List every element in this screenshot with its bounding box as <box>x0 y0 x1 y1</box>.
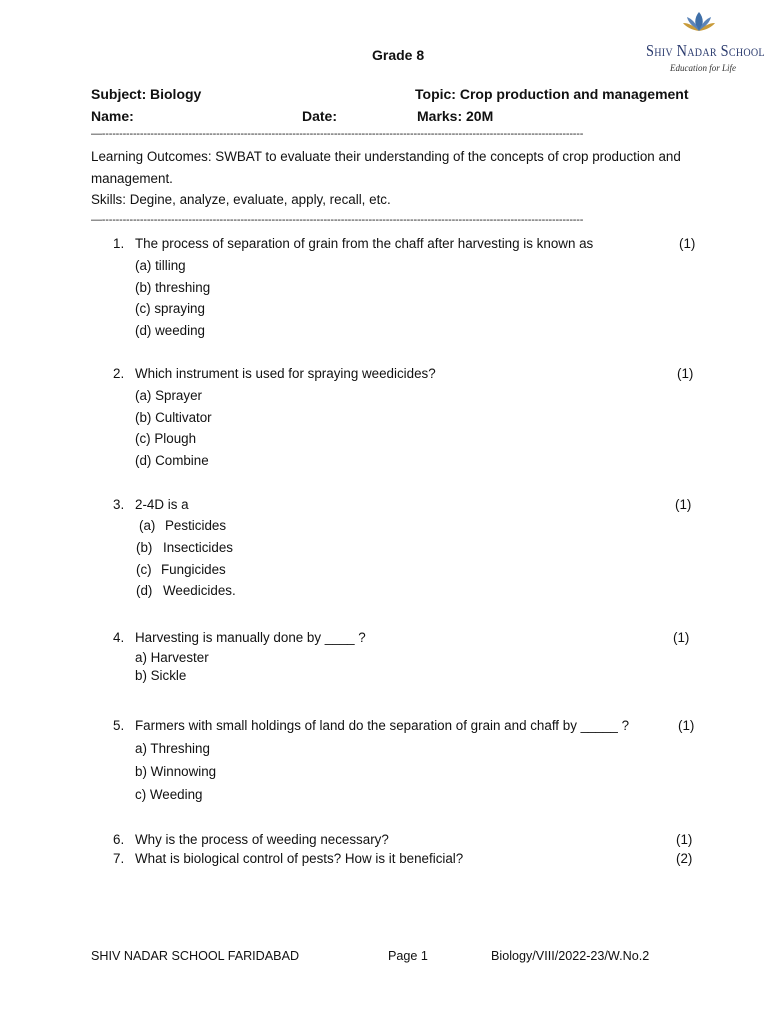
option: (a) Sprayer <box>135 388 202 403</box>
school-logo <box>646 10 765 76</box>
question-number: 4. <box>113 630 125 645</box>
option-text: Fungicides <box>161 562 226 577</box>
option-letter: (b) <box>136 540 153 555</box>
subject-label: Subject: <box>91 86 147 102</box>
footer-page-number: Page 1 <box>388 949 428 963</box>
subject-value: Biology <box>150 86 202 102</box>
grade-title: Grade 8 <box>372 47 425 63</box>
question-number: 1. <box>113 236 125 251</box>
logo-school-name: Shiv Nadar School <box>646 41 765 60</box>
question-marks: (1) <box>676 832 693 847</box>
option: a) Threshing <box>135 741 210 756</box>
question-marks: (1) <box>679 236 696 251</box>
question-text: Farmers with small holdings of land do the separation of grain and chaff by _____ ? <box>135 718 630 733</box>
option: b) Sickle <box>135 668 187 683</box>
question-marks: (1) <box>675 497 692 512</box>
option: (b) Cultivator <box>135 410 212 425</box>
option-text: Insecticides <box>163 540 233 555</box>
skills: Skills: Degine, analyze, evaluate, apply, recall, etc. <box>91 192 391 207</box>
marks: Marks: 20M <box>417 108 494 124</box>
learning-outcomes-line1: Learning Outcomes: SWBAT to evaluate their understanding of the concepts of crop production and <box>91 149 681 164</box>
question-marks: (1) <box>678 718 695 733</box>
topic: Topic: Crop production and management <box>415 86 689 102</box>
footer-school: SHIV NADAR SCHOOL FARIDABAD <box>91 949 300 963</box>
footer-document-code: Biology/VIII/2022-23/W.No.2 <box>491 949 650 963</box>
option: a) Harvester <box>135 650 209 665</box>
option-letter: (c) <box>136 562 152 577</box>
option: (b) threshing <box>135 280 211 295</box>
option: (d) Combine <box>135 453 209 468</box>
question-text: Why is the process of weeding necessary? <box>135 832 389 847</box>
question-marks: (1) <box>677 366 694 381</box>
name-label: Name: <box>91 108 134 124</box>
option: (d) weeding <box>135 323 205 338</box>
question-number: 6. <box>113 832 125 847</box>
question-number: 5. <box>113 718 125 733</box>
learning-outcomes-line2: management. <box>91 171 173 186</box>
question-number: 7. <box>113 851 125 866</box>
option-letter: (d) <box>136 583 153 598</box>
question-text: Which instrument is used for spraying weedicides? <box>135 366 436 381</box>
question-text: 2-4D is a <box>135 497 189 512</box>
question-text: Harvesting is manually done by ____ ? <box>135 630 366 645</box>
question-marks: (1) <box>673 630 690 645</box>
logo-tagline: Education for Life <box>670 63 736 73</box>
option: c) Weeding <box>135 787 203 802</box>
lotus-icon <box>682 10 716 34</box>
option: (a) tilling <box>135 258 186 273</box>
divider-top: —------------------------------------------------------------------------------------------------------------------------------------------- <box>91 128 584 140</box>
date-label: Date: <box>302 108 338 124</box>
option: b) Winnowing <box>135 764 217 779</box>
option-text: Pesticides <box>165 518 227 533</box>
question-number: 2. <box>113 366 125 381</box>
question-text: The process of separation of grain from the chaff after harvesting is known as <box>135 236 594 251</box>
option: (c) Plough <box>135 431 197 446</box>
question-text: What is biological control of pests? How is it beneficial? <box>135 851 464 866</box>
option-letter: (a) <box>139 518 156 533</box>
option-text: Weedicides. <box>163 583 236 598</box>
question-number: 3. <box>113 497 125 512</box>
divider-bottom: —------------------------------------------------------------------------------------------------------------------------------------------- <box>91 214 584 226</box>
option: (c) spraying <box>135 301 205 316</box>
question-marks: (2) <box>676 851 693 866</box>
